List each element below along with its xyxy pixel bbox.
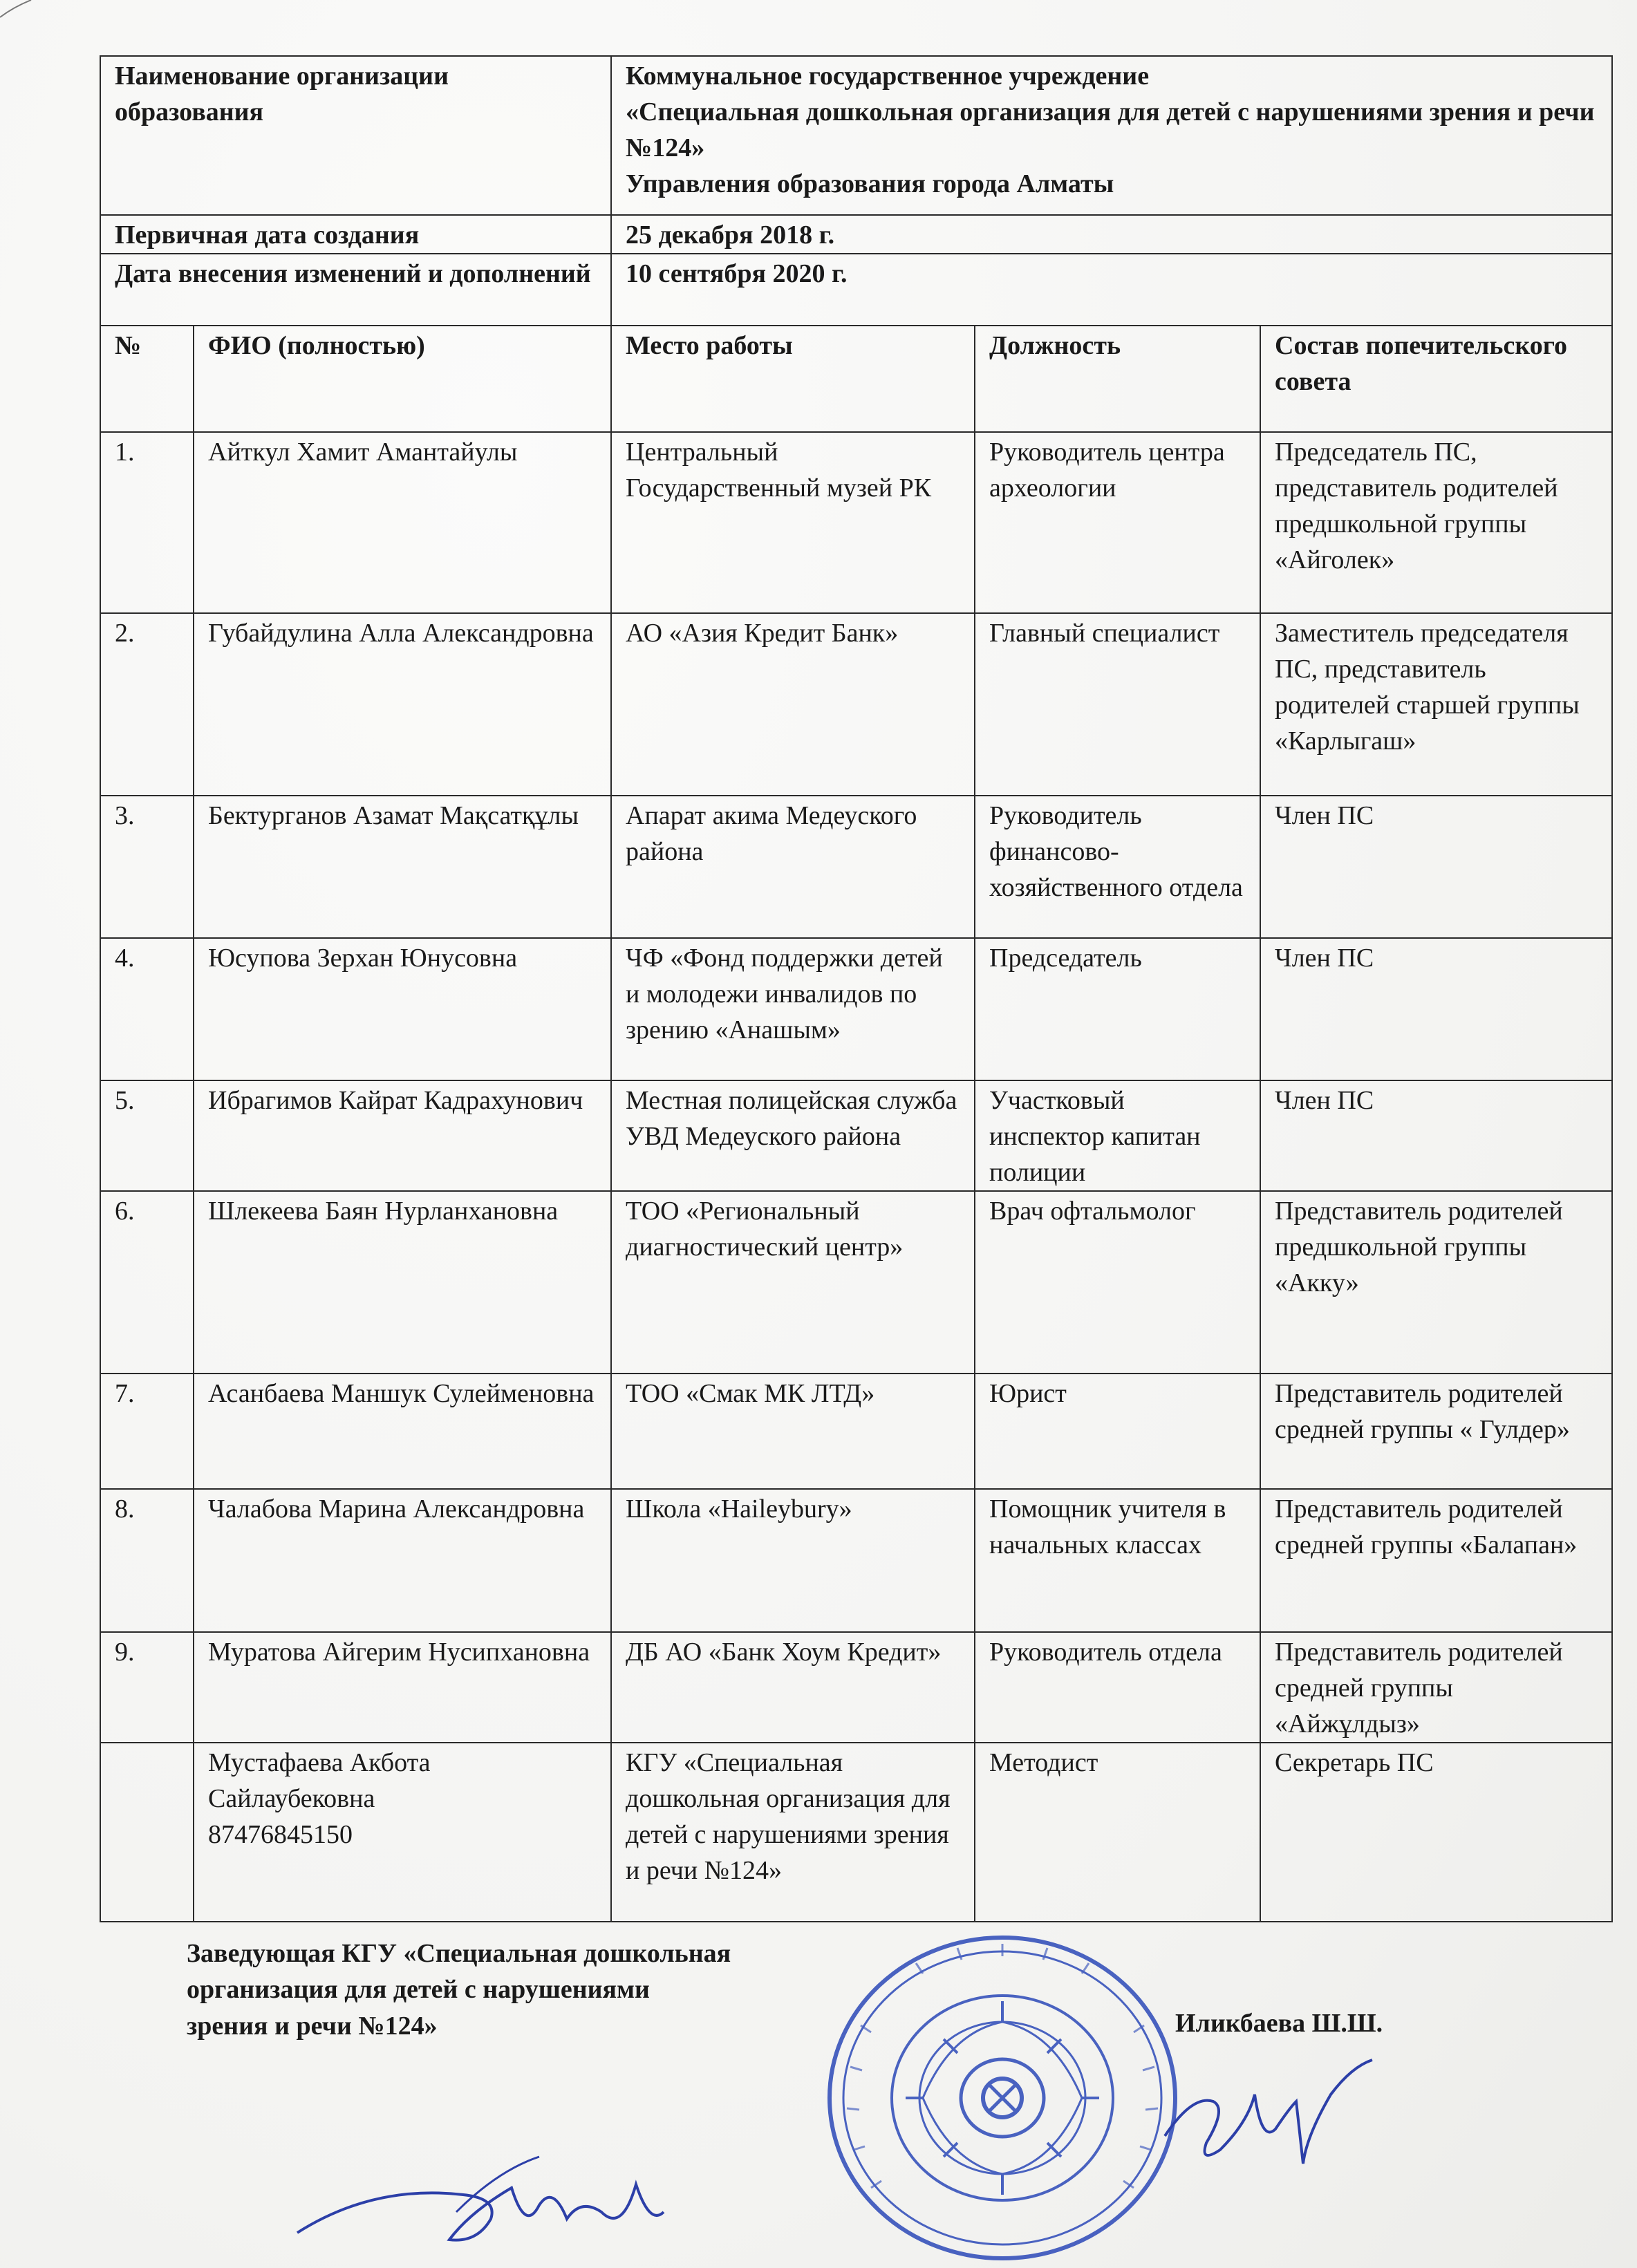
col-position-header: Должность (975, 326, 1260, 432)
table-row (100, 1743, 1612, 1922)
row-work: ЧФ «Фонд поддержки детей и молодежи инвалидов по зрению «Анашым» (611, 938, 975, 1080)
head-name: Иликбаева Ш.Ш. (1175, 2009, 1383, 2038)
row-position: Руководитель финансово-хозяйственного отдела (975, 796, 1260, 938)
changed-date-row (100, 254, 1612, 326)
row-position: Руководитель отдела (975, 1632, 1260, 1743)
table-row (100, 1489, 1612, 1632)
row-role: Заместитель председателя ПС, представитель родителей старшей группы «Карлыгаш» (1260, 613, 1612, 796)
org-name-row (100, 56, 1612, 215)
row-name: Мустафаева Акбота Сайлаубековна 87476845150 (194, 1743, 611, 1922)
row-num: 9. (100, 1632, 194, 1743)
table-row (100, 796, 1612, 938)
row-num: 4. (100, 938, 194, 1080)
row-num (100, 1743, 194, 1922)
row-work: ТОО «Региональный диагностический центр» (611, 1191, 975, 1374)
row-name: Асанбаева Маншук Сулейменовна (194, 1374, 611, 1489)
row-position: Участковый инспектор капитан полиции (975, 1080, 1260, 1191)
row-name: Муратова Айгерим Нусипхановна (194, 1632, 611, 1743)
row-name: Юсупова Зерхан Юнусовна (194, 938, 611, 1080)
row-name: Ибрагимов Кайрат Кадрахунович (194, 1080, 611, 1191)
column-header-row (100, 326, 1612, 432)
col-num-header: № (100, 326, 194, 432)
row-role: Представитель родителей средней группы «Айжұлдыз» (1260, 1632, 1612, 1743)
row-work: Центральный Государственный музей РК (611, 432, 975, 613)
row-num: 7. (100, 1374, 194, 1489)
row-role: Член ПС (1260, 938, 1612, 1080)
table-row (100, 432, 1612, 613)
row-position: Юрист (975, 1374, 1260, 1489)
row-name: Айткул Хамит Амантайулы (194, 432, 611, 613)
row-name: Чалабова Марина Александровна (194, 1489, 611, 1632)
official-stamp-image (819, 1929, 1186, 2267)
row-num: 8. (100, 1489, 194, 1632)
changed-date-label: Дата внесения изменений и дополнений (100, 254, 611, 326)
scan-corner-mark (0, 0, 41, 41)
row-name: Бектурганов Азамат Мақсатқұлы (194, 796, 611, 938)
row-work: Апарат акима Медеуского района (611, 796, 975, 938)
created-date-value: 25 декабря 2018 г. (611, 215, 1612, 254)
row-position: Руководитель центра археологии (975, 432, 1260, 613)
row-position: Главный специалист (975, 613, 1260, 796)
row-work: ТОО «Смак МК ЛТД» (611, 1374, 975, 1489)
row-role: Представитель родителей предшкольной группы «Акку» (1260, 1191, 1612, 1374)
col-role-header: Состав попечительского совета (1260, 326, 1612, 432)
created-date-label: Первичная дата создания (100, 215, 611, 254)
footer-head-title: Заведующая КГУ «Специальная дошкольная организация для детей с нарушениями зрения и речи №124» (187, 1939, 731, 2041)
row-work: ДБ АО «Банк Хоум Кредит» (611, 1632, 975, 1743)
row-position: Помощник учителя в начальных классах (975, 1489, 1260, 1632)
row-num: 2. (100, 613, 194, 796)
row-name: Шлекеева Баян Нурланхановна (194, 1191, 611, 1374)
table-row (100, 938, 1612, 1080)
row-position: Методист (975, 1743, 1260, 1922)
row-role: Секретарь ПС (1260, 1743, 1612, 1922)
board-members-table (100, 55, 1613, 1922)
row-num: 1. (100, 432, 194, 613)
row-num: 3. (100, 796, 194, 938)
table-row (100, 1632, 1612, 1743)
row-work: Местная полицейская служба УВД Медеуского района (611, 1080, 975, 1191)
row-role: Представитель родителей средней группы « Гулдер» (1260, 1374, 1612, 1489)
signature-image (290, 2129, 705, 2267)
row-work: Школа «Haileybury» (611, 1489, 975, 1632)
org-name-label: Наименование организации образования (100, 56, 611, 215)
changed-date-value: 10 сентября 2020 г. (611, 254, 1612, 326)
row-name: Губайдулина Алла Александровна (194, 613, 611, 796)
row-num: 5. (100, 1080, 194, 1191)
row-role: Член ПС (1260, 1080, 1612, 1191)
row-work: КГУ «Специальная дошкольная организация для детей с нарушениями зрения и речи №124» (611, 1743, 975, 1922)
col-name-header: ФИО (полностью) (194, 326, 611, 432)
org-name-value: Коммунальное государственное учреждение «Специальная дошкольная организация для детей с нарушениями зрения и речи №124» Управления образования города Алматы (611, 56, 1612, 215)
row-work: АО «Азия Кредит Банк» (611, 613, 975, 796)
row-role: Член ПС (1260, 796, 1612, 938)
table-row (100, 613, 1612, 796)
row-num: 6. (100, 1191, 194, 1374)
row-position: Председатель (975, 938, 1260, 1080)
table-row (100, 1374, 1612, 1489)
table-row (100, 1080, 1612, 1191)
col-work-header: Место работы (611, 326, 975, 432)
row-position: Врач офтальмолог (975, 1191, 1260, 1374)
row-role: Председатель ПС, представитель родителей предшкольной группы «Айголек» (1260, 432, 1612, 613)
created-date-row (100, 215, 1612, 254)
table-row (100, 1191, 1612, 1374)
head-signature-image (1151, 2053, 1386, 2191)
row-role: Представитель родителей средней группы «Балапан» (1260, 1489, 1612, 1632)
